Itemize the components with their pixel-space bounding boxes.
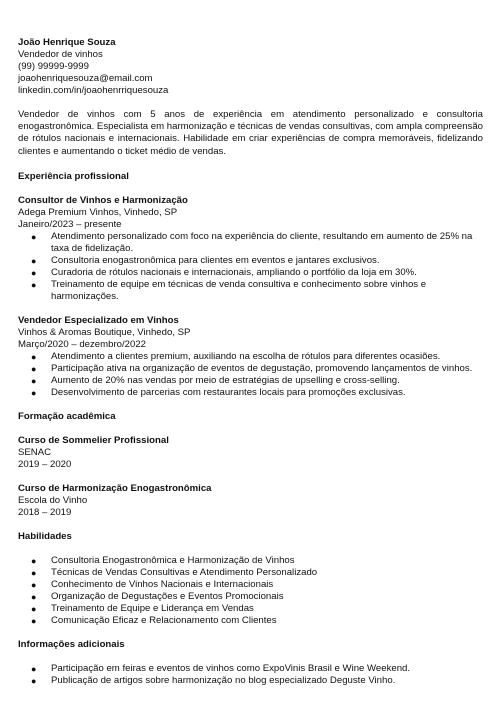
job-entry xyxy=(18,315,483,399)
list-item: ● Publicação de artigos sobre harmonização no blog especializado Deguste Vinho. xyxy=(31,674,396,686)
candidate-name: João Henrique Souza xyxy=(18,37,116,48)
candidate-linkedin: linkedin.com/in/joaohenrriquesouza xyxy=(18,85,169,96)
course-school: SENAC xyxy=(18,446,52,458)
bullet-icon: ● xyxy=(31,351,37,362)
list-item: ● Participação ativa na organização de eventos de degustação, promovendo lançamentos de vinhos. xyxy=(31,362,473,374)
job-period: Janeiro/2023 – presente xyxy=(18,218,122,230)
bullet-icon: ● xyxy=(31,255,37,266)
list-item: ● Aumento de 20% nas vendas por meio de estratégias de upselling e cross-selling. xyxy=(31,374,400,386)
education-heading: Formação acadêmica xyxy=(18,410,116,422)
list-item: ● Comunicação Eficaz e Relacionamento com Clientes xyxy=(31,614,277,626)
additional-info-heading: Informações adicionais xyxy=(18,638,125,650)
experience-heading: Experiência profissional xyxy=(18,170,129,182)
job-company: Vinhos & Aromas Boutique, Vinhedo, SP xyxy=(18,326,191,338)
list-item: ● Treinamento de equipe em técnicas de venda consultiva e conhecimento sobre vinhos e harmonizações. xyxy=(31,278,427,302)
bullet-icon: ● xyxy=(31,567,37,578)
bullet-icon: ● xyxy=(31,363,37,374)
bullet-icon: ● xyxy=(31,267,37,278)
list-item: ● Organização de Degustações e Eventos Promocionais xyxy=(31,590,284,602)
list-item: ● Desenvolvimento de parcerias com restaurantes locais para promoções exclusivas. xyxy=(31,386,406,398)
list-item: ● Atendimento a clientes premium, auxiliando na escolha de rótulos para diferentes ocasiões. xyxy=(31,350,441,362)
job-company: Adega Premium Vinhos, Vinhedo, SP xyxy=(18,206,178,218)
job-period: Março/2020 – dezembro/2022 xyxy=(18,338,146,350)
job-duties-list xyxy=(18,231,483,303)
candidate-email: joaohenriquesouza@email.com xyxy=(18,73,153,84)
bullet-icon: ● xyxy=(31,615,37,626)
professional-summary: Vendedor de vinhos com 5 anos de experiência em atendimento personalizado e consultoria enogastronômica. Especialista em harmonização e técnicas de vendas consultivas, com ampla compreensão de rótulos nacionais e internacionais. Habilidade em criar experiências de compra memoráveis, fidelizando clientes e aumentando o ticket médio de vendas. xyxy=(18,109,484,157)
list-item: ● Técnicas de Vendas Consultivas e Atendimento Personalizado xyxy=(31,566,318,578)
skills-heading: Habilidades xyxy=(18,530,72,542)
job-duties-list xyxy=(18,351,483,399)
job-role: Consultor de Vinhos e Harmonização xyxy=(18,194,188,206)
bullet-icon: ● xyxy=(31,231,37,242)
bullet-icon: ● xyxy=(31,555,37,566)
list-item: ● Consultoria enogastronômica para clientes em eventos e jantares exclusivos. xyxy=(31,254,380,266)
course-name: Curso de Harmonização Enogastronômica xyxy=(18,482,212,494)
skills-section xyxy=(18,555,483,627)
bullet-icon: ● xyxy=(31,387,37,398)
course-name: Curso de Sommelier Profissional xyxy=(18,434,169,446)
resume-header xyxy=(18,37,483,97)
additional-info-list xyxy=(18,663,483,687)
bullet-icon: ● xyxy=(31,603,37,614)
bullet-icon: ● xyxy=(31,579,37,590)
bullet-icon: ● xyxy=(31,675,37,686)
bullet-icon: ● xyxy=(31,279,37,290)
skills-list xyxy=(18,555,483,627)
list-item: ● Conhecimento de Vinhos Nacionais e Internacionais xyxy=(31,578,274,590)
education-entry xyxy=(18,435,483,471)
course-period: 2018 – 2019 xyxy=(18,506,72,518)
list-item: ● Treinamento de Equipe e Liderança em Vendas xyxy=(31,602,254,614)
additional-info-section xyxy=(18,663,483,687)
course-period: 2019 – 2020 xyxy=(18,458,72,470)
course-school: Escola do Vinho xyxy=(18,494,88,506)
bullet-icon: ● xyxy=(31,663,37,674)
education-entry xyxy=(18,483,483,519)
resume-document xyxy=(18,37,483,687)
job-entry xyxy=(18,195,483,303)
list-item: ● Atendimento personalizado com foco na experiência do cliente, resultando em aumento de 25% na taxa de fidelização. xyxy=(31,230,473,254)
bullet-icon: ● xyxy=(31,591,37,602)
bullet-icon: ● xyxy=(31,375,37,386)
candidate-role: Vendedor de vinhos xyxy=(18,49,103,60)
job-role: Vendedor Especializado em Vinhos xyxy=(18,314,179,326)
list-item: ● Consultoria Enogastronômica e Harmonização de Vinhos xyxy=(31,554,295,566)
candidate-phone: (99) 99999-9999 xyxy=(18,61,89,72)
list-item: ● Participação em feiras e eventos de vinhos como ExpoVinis Brasil e Wine Weekend. xyxy=(31,662,411,674)
list-item: ● Curadoria de rótulos nacionais e internacionais, ampliando o portfólio da loja em 30%. xyxy=(31,266,417,278)
